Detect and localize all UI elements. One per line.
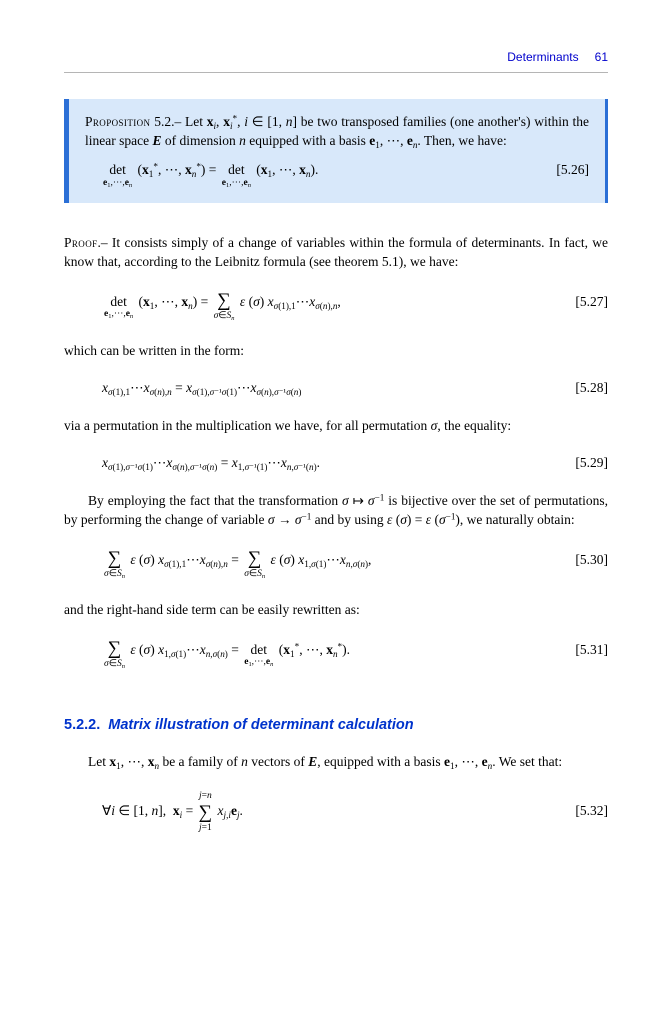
equation-5-31-number: [5.31]	[575, 641, 608, 657]
proposition-box	[64, 99, 608, 203]
equation-5-28: $x_{\sigma(1),1}\cdots x_{\sigma(n),n}$ = $x_{\sigma(1),\sigma^{-1}\sigma(1)}\cdots x_{\sigma(n),\sigma^{-1}\sigma(n)}$	[102, 380, 302, 398]
proof-paragraph-5: and the right-hand side term can be easily rewritten as:	[64, 601, 360, 617]
page-number: 61	[594, 50, 608, 64]
section-number: 5.2.2.	[64, 717, 101, 734]
equation-5-29: $x_{\sigma(1),\sigma^{-1}\sigma(1)}\cdots x_{\sigma(n),\sigma^{-1}\sigma(n)}$ = $x_{1,\sigma^{-1}(1)}\cdots x_{n,\sigma^{-1}(n)}$.	[102, 455, 321, 473]
equation-5-28-row	[102, 380, 608, 396]
equation-5-32-number: [5.32]	[575, 803, 608, 819]
proof-paragraph-4: By employing the fact that the transformation σ ↦ $\sigma^{-1}$ is bijective over the set of permutations, by performing the change of variable $\sigma \to \sigma^{-1}$ and by using ε (σ) = ε $(\sigma^{-1})$, we naturally obtain:	[64, 492, 608, 528]
equation-5-27: det $e_1,\cdots,e_n$ ($x_1$, ⋯, $x_n$) = ∑ $\sigma\in S_n$ ε (σ) $x_{\sigma(1),1}\cdots x_{\sigma(n),n}$,	[104, 289, 341, 322]
equation-5-27-row	[102, 291, 608, 321]
section-heading	[64, 717, 608, 733]
proof-intro-paragraph: Proof.– It consists simply of a change of variables within the formula of determinants. In fact, we know that, according to the Leibnitz formula (see theorem 5.1), we have:	[64, 234, 608, 269]
equation-5-32: ∀i ∈ [1, n], $x_i$ = j=n ∑ j=1 $x_{j,i}e_j$.	[102, 791, 243, 833]
equation-5-32-row	[102, 791, 608, 833]
equation-5-30-number: [5.30]	[575, 552, 608, 568]
equation-5-29-number: [5.29]	[575, 455, 608, 471]
proof-paragraph-3: via a permutation in the multiplication we have, for all permutation σ, the equality:	[64, 418, 512, 434]
section-title: Matrix illustration of determinant calculation	[108, 717, 414, 734]
proof-paragraph-2: which can be written in the form:	[64, 343, 244, 359]
equation-5-26-number: [5.26]	[556, 162, 589, 177]
equation-5-31: ∑ $\sigma\in S_n$ ε (σ) $x_{1,\sigma(1)}\cdots x_{n,\sigma(n)}$ = det $e_1,\cdots,e_n$ ($x_1^*$, ⋯, $x_n^*$).	[104, 637, 350, 670]
equation-5-30: ∑ $\sigma\in S_n$ ε (σ) $x_{\sigma(1),1}\cdots x_{\sigma(n),n}$ = ∑ $\sigma\in S_n$ ε (σ) $x_{1,\sigma(1)}\cdots x_{n,\sigma(n)}$,	[104, 548, 372, 581]
equation-5-26-row	[101, 162, 589, 188]
equation-5-27-number: [5.27]	[575, 293, 608, 309]
proposition-statement: Proposition 5.2.– Let $x_i$, $x_i^*$, i ∈ [1, n] be two transposed families (one another's) within the linear space E of dimension n equipped with a basis $e_1$, ⋯, $e_n$. Then, we have:	[85, 113, 590, 150]
running-head-title: Determinants	[507, 50, 579, 64]
equation-5-31-row	[102, 639, 608, 669]
equation-5-29-row	[102, 455, 608, 471]
equation-5-28-number: [5.28]	[575, 380, 608, 396]
equation-5-30-row	[102, 549, 608, 579]
section-intro-paragraph: Let $x_1$, ⋯, $x_n$ be a family of n vectors of E, equipped with a basis $e_1$, ⋯, $e_n$. We set that:	[88, 754, 563, 771]
page-header	[64, 50, 608, 64]
header-rule	[64, 72, 608, 73]
equation-5-26: det $e_1,\cdots,e_n$ ($x_1^*$, ⋯, $x_n^*$) = det $e_1,\cdots,e_n$ ($x_1$, ⋯, $x_n$).	[103, 161, 319, 189]
